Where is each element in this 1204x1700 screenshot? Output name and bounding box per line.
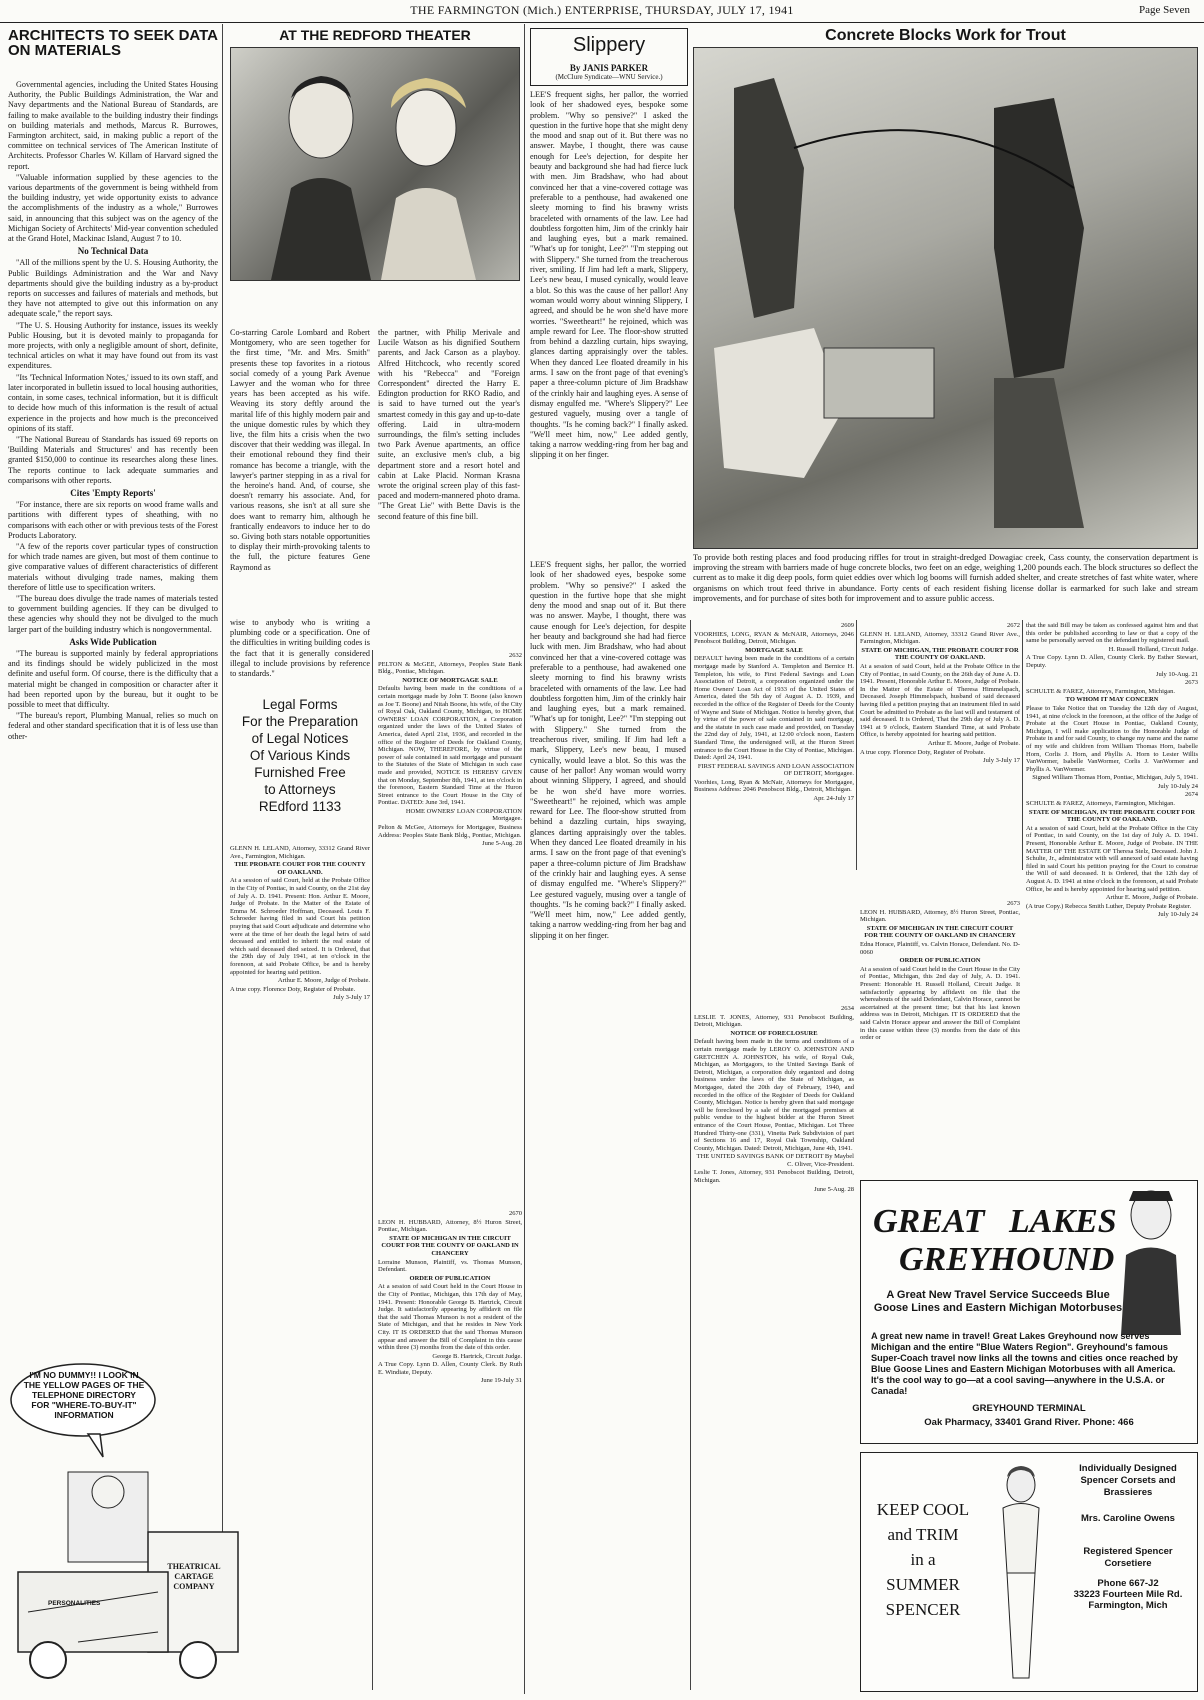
notice-body: Default having been made in the terms and conditions of a certain mortgage made by LEROY O. JOHNSTON AND GRETCHEN A. JOHNSTON, his wife, of Royal Oak, Michigan, as Mortgagors, to the United Savings Bank of Detroit, Michigan, a corporation duly organized and doing business under the laws of the State of Michigan, as Mortgagee, dated the 20th day of February, 1940, and recorded in the office of the Register of Deeds for Oakland County, Michigan. Notice is hereby given that said mortgage will be foreclosed by a sale of the mortgaged premises at public vendue to the highest bidder at the Huron Street entrance of the Court House, Pontiac, Michigan. Lot Three Hundred Thirty-one (331), Vinetta Park Subdivision of part of Sections 16 and 17, Royal Oak Township, Oakland County, Michigan. Dated: Detroit, Michigan, June 4th, 1941. xyxy=(694,1038,854,1152)
notice-court: STATE OF MICHIGAN IN THE CIRCUIT COURT FOR THE COUNTY OF OAKLAND IN CHANCERY xyxy=(381,1234,519,1257)
column-rule xyxy=(524,24,525,1694)
notice-date: July 10-Aug. 21 xyxy=(1155,670,1198,678)
architects-headline: ARCHITECTS TO SEEK DATA ON MATERIALS xyxy=(8,27,218,59)
notice-number: 2609 xyxy=(841,622,854,629)
notice-date: July 10-July 24 xyxy=(1157,911,1198,919)
masthead-title: THE FARMINGTON (Mich.) ENTERPRISE, THURSDAY, JULY 17, 1941 xyxy=(410,3,794,17)
paragraph: "The U. S. Housing Authority for instance, issues its weekly Public Housing, but it is devoted mainly to propaganda for more projects, with only a negligible amount of short, definite, technical articles on what it may have found out from its vast expenditures. xyxy=(8,320,218,371)
trout-caption: To provide both resting places and food producing riffles for trout in straight-dredged Dowagiac creek, Cass county, the conservation department is improving the stream with barriers made of huge concrete blocks, two feet on an edge, weighing 1,200 pounds each. The block structures so deflect the current as to make it dig deep pools, form quiet eddies over which log booms will furnish added shelter, and create stretches of fast white water, where organisms on which trout feed thrive in abundance. Forty cents of each resident fishing license dollar is earmarked for such lake and stream improvements, and for purchase of sites both for improvement and to assure public access. xyxy=(693,553,1198,603)
greyhound-title-lakes: LAKES xyxy=(1009,1203,1117,1240)
notice-copy: A true copy. Florence Doty, Register of Probate. xyxy=(860,748,986,756)
subhead: No Technical Data xyxy=(77,246,149,257)
slogan-line: and TRIM xyxy=(887,1525,959,1544)
page-number: Page Seven xyxy=(1138,4,1190,16)
greyhound-terminal: GREYHOUND TERMINAL xyxy=(972,1403,1086,1414)
notice-sign: FIRST FEDERAL SAVINGS AND LOAN ASSOCIATION OF DETROIT, Mortgagee. xyxy=(697,762,854,778)
woman-illustration xyxy=(981,1463,1061,1683)
subhead: Asks Wide Publication xyxy=(69,636,157,647)
greyhound-subhead: A Great New Travel Service Succeeds Blue Goose Lines and Eastern Michigan Motorbuses xyxy=(873,1289,1123,1314)
redford-col2: the partner, with Philip Merivale and Lucile Watson as his dignified Southern parents, and Jack Carson as a playboy. Alfred Hitchcock, who recently scored with his "Rebecca" and "Foreign Correspondent" directed the Harry E. Edington production for RKO Radio, and is said to have turned out the year's smartest comedy in this gay and up-to-date offering. Laid in ultra-modern surroundings, the film's setting includes two Park Avenue apartments, an office suite, an exclusive men's club, a big department store and a resort hotel and cabin at Lake Placid. Norman Krasna wrote the original screen play of this fast-paced and modern-mannered photo drama. "The Great Lie" with Bette Davis is the second feature of this fine bill. xyxy=(378,328,520,521)
greyhound-address: Oak Pharmacy, 33401 Grand River. Phone: 466 xyxy=(924,1417,1134,1428)
notice-sign: Arthur E. Moore, Judge of Probate. xyxy=(277,977,370,985)
slippery-story xyxy=(530,28,688,461)
notice-copy: (A true Copy.) Rebecca Smith Luther, Deputy Probate Register. xyxy=(1026,902,1192,910)
legal-notice-pelton-mortgage xyxy=(378,652,522,849)
notice-head: LESLIE T. JONES, Attorney, 931 Penobscot Building, Detroit, Michigan. xyxy=(694,1013,854,1029)
notice-copy: A True Copy. Lynn D. Allen, County Clerk. By Ruth E. Windiate, Deputy. xyxy=(378,1361,522,1376)
column-rule xyxy=(856,620,857,870)
column-rule xyxy=(690,620,691,870)
notice-body: At a session of said Court, held at the Probate Office in the City of Pontiac, in said County, on the 21st day of July A. D. 1941. Present: Hon. Arthur E. Moore, Judge of Probate. In the Matter of the Estate of Emma M. Schroeder Hoffman, Deceased. Louis F. Schroeder having filed in said Court his petition praying that said Court adjudicate and determine who were at the time of her death the legal heirs of said deceased and entitled to inherit the real estate of which said deceased died seized. It is Ordered, that the 29th day of July 1941, at ten o'clock in the forenoon, at said Probate Office, be and is hereby appointed for hearing said petition. xyxy=(230,877,370,976)
photo-figures xyxy=(231,48,519,280)
notice-sign: HOME OWNERS' LOAN CORPORATION Mortgagee. xyxy=(405,807,522,823)
notice-title: ORDER OF PUBLICATION xyxy=(899,957,981,965)
spencer-name: Mrs. Caroline Owens xyxy=(1081,1513,1175,1524)
paragraph: "The bureau's report, Plumbing Manual, relies so much on federal and other standard specification that it is of less use than other- xyxy=(8,711,218,741)
paragraph: "For instance, there are six reports on wood frame walls and partitions with different types of sheathing, with no comparisons with each other or with previous tests of the Forest Products Laboratory. xyxy=(8,500,218,540)
notice-title: ORDER OF PUBLICATION xyxy=(409,1274,491,1282)
notice-head: SCHULTE & FAREZ, Attorneys, Farmington, Michigan. xyxy=(1026,800,1175,808)
driver-illustration xyxy=(1111,1185,1191,1335)
spencer-phone: Phone 667-J2 xyxy=(1097,1578,1159,1589)
notice-date: July 10-July 24 xyxy=(1157,782,1198,790)
column-rule xyxy=(222,24,223,1564)
notice-date: Apr. 24-July 17 xyxy=(813,795,854,803)
film-still-photo xyxy=(230,47,520,281)
redford-col1: Co-starring Carole Lombard and Robert Montgomery, who are seen together for the first time, "Mr. and Mrs. Smith" presents these top favorites in a riotous social comedy of a young Park Avenue Lawyer and the woman who for three years has been accepted as his wife. Weaving its story deftly around the marital life of this highly modern pair and the unique domestic rules by which they live, the film hits a crisis when the two discover that their wedding was illegal. In their emotional rebound they find their romance has become a triangle, with the lawyer's partner stepping in as a rival for the heroine's hand. And, of course, she doesn't remarry his associate. And, for various reasons, she isn't at all sure she does want to remarry him, although he frantically endeavors to induce her to do so. Giving both stars notable opportunities to display their mirth-provoking talents to the full, the picture features Gene Raymond as xyxy=(230,328,370,572)
notice-title: NOTICE OF FORECLOSURE xyxy=(730,1029,818,1037)
cartoon-tag: PERSONALITIES xyxy=(48,1600,101,1607)
slogan-line: SUMMER xyxy=(886,1575,960,1594)
legal-forms-ad xyxy=(232,690,368,832)
notice-sign: THE UNITED SAVINGS BANK OF DETROIT By Maybel C. Oliver, Vice-President. xyxy=(696,1153,854,1168)
story-text-continued: LEE'S frequent sighs, her pallor, the worried look of her shadowed eyes, bespoke some problem. "Why so pensive?" I asked the question in the furtive hope that she might deny the mood and snap out of it. But there was no answer. Maybe, I thought, there was cause enough for Lee's dejection, for despite her beauty and background she had had fierce luck with men. Jim Bradshaw, who had about convinced her that a vine-covered cottage was preferable to a penthouse, had awakened one sleety morning to find his brawny wrists braceleted with ornaments of the law. Lee had doubtless forgotten him, Jim of the crinkly hair and laughing eyes, but a mark remained. "What's up for tonight, Lee?" "I'm stepping out with Slippery." She turned from the treacherous river, smiling. If Jim had left a mark, Slippery, Lee's new beau, I mused cynically, would leave a blot. So this was the cause of her pallor! Any woman would worry about winning Slippery, I agreed, and should be he won she'd have more worries. "Sweetheart!" he rejoined, which was ample reward for Lee. The floor-show strutted from behind a dazzling curtain, hips swaying, glances darting appraisingly over the tables. When they danced Lee floated dreamily in his arms. I saw on the front page of that evening's paper a three-column picture of Jim Bradshaw of the crinkly hair and laughing eyes. A sense of dismay engulfed me. "Where's Slippery?" Lee gestured vaguely, musing over a tangle of thoughts. "Is he coming back?" I finally asked. "We'll meet him, now," Lee added gently, taking a narrow wedding-ring from her bag and slipping it on her finger. xyxy=(530,560,686,940)
notice-date: July 3-July 17 xyxy=(983,757,1020,765)
spencer-city: Farmington, Mich xyxy=(1088,1600,1168,1611)
notice-head: LEON H. HUBBARD, Attorney, 8½ Huron Street, Pontiac, Michigan. xyxy=(378,1218,522,1234)
subhead: Cites 'Empty Reports' xyxy=(70,487,156,498)
notice-number: 2674 xyxy=(1185,791,1198,799)
notice-court: STATE OF MICHIGAN IN THE CIRCUIT COURT FOR THE COUNTY OF OAKLAND IN CHANCERY xyxy=(864,924,1016,940)
ad-line: For the Preparation xyxy=(241,714,359,729)
photo-figures xyxy=(694,48,1197,548)
notice-copy: A true copy. Florence Doty, Register of Probate. xyxy=(230,985,356,993)
slogan-line: in a xyxy=(910,1550,936,1569)
legal-notice-hubbard-munson xyxy=(378,1210,522,1386)
notice-body: Please to Take Notice that on Tuesday the 12th day of August, 1941, at nine o'clock in the forenoon, at the office of the Judge of Probate at the Court House in Pontiac, Oakland County, Michigan, I will make application to the Honorable Judge of Probate in and for said County, to change my name and the name of my wife and children from William Thomas Horn, Isabelle Horn, Corlis J. Horn, and Phyllis A. Horn to Lester Willis VanWormer, Isabelle VanWormer, Corlis J. VanWormer and Phyllis A. VanWormer. xyxy=(1026,704,1198,773)
notice-body: At a session of said Court held in the Court House in the City of Pontiac, Michigan, this 2nd day of July, A. D. 1941. Present: Honorable H. Russell Holland, Circuit Judge. It satisfactorily appearing by affidavit on file that the whereabouts of the said Defendant, Calvin Horace, cannot be ascertained at the present time; but that his last known address was in Detroit, Michigan. IT IS ORDERED that the said Calvin Horace appear and answer the Bill of Complaint in this cause within three (3) months from the date of this order or xyxy=(860,965,1020,1042)
spencer-street: 33223 Fourteen Mile Rd. xyxy=(1073,1589,1183,1600)
greyhound-title-great: GREAT xyxy=(873,1203,985,1240)
paragraph: "Its 'Technical Information Notes,' issued to its own staff, and later incorporated in bulletin issued to local housing authorities, contain, in some cases, technical information, but it is difficult to decide how much of this information is the result of actual experience in the projects and how much is the preconceived opinions of its staff. xyxy=(8,372,218,433)
notice-tail: that the said Bill may be taken as confessed against him and that this order be published according to law or that a copy of the same be personally served on the defendant by registered mail. xyxy=(1026,622,1198,645)
telephone-cartoon xyxy=(8,1362,244,1692)
paragraph: "All of the millions spent by the U. S. Housing Authority, the Public Buildings Administration and the War and Navy departments should give the building industry as a by-product reports on successes and failures of materials and methods, but they have not attempted to give out this information on any adequate scale," the report says. xyxy=(8,258,218,319)
notice-sign: Arthur E. Moore, Judge of Probate. xyxy=(1105,894,1198,902)
trout-article xyxy=(693,28,1198,604)
notice-head: LEON H. HUBBARD, Attorney, 8½ Huron Street, Pontiac, Michigan. xyxy=(860,908,1020,924)
notice-body: At a session of said Court held in the Court House in the City of Pontiac, Michigan, this 17th day of May, 1941. Present: Honorable George B. Hartrick, Circuit Judge. It satisfactorily appearing by affidavit on file that the said Thomas Munson is not a resident of the State of Michigan, and that he resides in New York City. IT IS ORDERED that the said Thomas Munson appear and answer the Bill of Complaint in this cause within three (3) months from the date of this order. xyxy=(378,1283,522,1352)
notice-court: STATE OF MICHIGAN, IN THE PROBATE COURT FOR THE COUNTY OF OAKLAND. xyxy=(1028,808,1196,824)
ad-line: of Legal Notices xyxy=(251,731,349,746)
story-header-box xyxy=(530,28,688,86)
notice-foot: Leslie T. Jones, Attorney, 931 Penobscot Building, Detroit, Michigan. xyxy=(694,1169,854,1185)
paragraph: "The bureau is supported mainly by federal appropriations and its findings should be widely publicized in the most definite and useful form. Of course, there is the difficulty that a material might be changed in composition or character after it had been reported upon by the bureau, but it ought to be possible to meet that difficulty. xyxy=(8,648,218,709)
paragraph: "Valuable information supplied by these agencies to the various departments of the government is being withheld from the building industry, yet wide opportunity exists to advance the accomplishments of the industry as a whole," Burrowes said, in announcing that this subject was on the agency of the Michigan Society of Architects' Mid-year convention scheduled at the Grand Hotel, Mackinac Island, August 7 to 10. xyxy=(8,172,218,244)
notice-head: PELTON & McGEE, Attorneys, Peoples State Bank Bldg., Pontiac, Michigan. xyxy=(378,660,522,676)
spencer-details xyxy=(1066,1463,1190,1611)
notice-copy: A True Copy. Lynn D. Allen, County Clerk. By Esther Stewart, Deputy. xyxy=(1026,654,1198,669)
notice-body: DEFAULT having been made in the conditions of a certain mortgage made by Stanford A. Templeton and Bernice H. Templeton, his wife, to First Federal Savings and Loan Association of Detroit, a corporation organized under the Home Owners' Loan Act of 1933 of the United States of America, dated the 5th day of August A. D. 1939, and recorded in the office of the Register of Deeds for the County of Wayne and State of Michigan. Notice is hereby given, that by virtue of the power of sale contained in said mortgage, and the statute in such case made and provided, on Tuesday the 22nd day of July, 1941, at 12:00 o'clock noon, Eastern Standard Time, the undersigned will, at the Huron Street entrance to the Court House in the City of Pontiac, Michigan. Dated: April 24, 1941. xyxy=(694,655,854,762)
ad-line: Furnished Free xyxy=(254,765,346,780)
notice-sign: George B. Hartrick, Circuit Judge. xyxy=(432,1352,522,1360)
notice-parties: Edna Horace, Plaintiff, vs. Calvin Horace, Defendant. No. D-0060 xyxy=(860,940,1020,956)
column-rule xyxy=(372,650,373,1690)
story-syndicate: (McClure Syndicate—WNU Service.) xyxy=(555,73,663,81)
notice-foot: Pelton & McGee, Attorneys for Mortgagee, Business Address: Peoples State Bank Bldg., Pontiac, Michigan. xyxy=(378,824,522,839)
column-rule xyxy=(1022,620,1023,870)
spencer-slogan xyxy=(869,1497,977,1622)
spencer-line: Individually Designed Spencer Corsets and Brassieres xyxy=(1079,1463,1177,1498)
notice-title: MORTGAGE SALE xyxy=(745,646,803,654)
redford-headline: AT THE REDFORD THEATER xyxy=(279,27,471,43)
paragraph: "The National Bureau of Standards has issued 69 reports on 'Building Materials and Structures' and has recently been granted $150,000 to continue its researches along these lines. The reports continue to lack adequate summaries and comparisons with other reports. xyxy=(8,434,218,485)
notice-head: GLENN H. LELAND, Attorney, 33312 Grand River Ave., Farmington, Michigan. xyxy=(860,630,1020,646)
story-text: LEE'S frequent sighs, her pallor, the worried look of her shadowed eyes, bespoke some problem. "Why so pensive?" I asked the question in the furtive hope that she might deny the mood and snap out of it. But there was no answer. Maybe, I thought, there was cause enough for Lee's dejection, for despite her beauty and background she had had fierce luck with men. Jim Bradshaw, who had about convinced her that a vine-covered cottage was preferable to a penthouse, had awakened one sleety morning to find his brawny wrists braceleted with ornaments of the law. Lee had doubtless forgotten him, Jim of the crinkly hair and laughing eyes, but a mark remained. "What's up for tonight, Lee?" "I'm stepping out with Slippery." She turned from the treacherous river, smiling. If Jim had left a mark, Slippery, Lee's new beau, I mused cynically, would leave a blot. So this was the cause of her pallor! Any woman would worry about winning Slippery, I agreed, and should be he won she'd have more worries. "Sweetheart!" he rejoined, which was ample reward for Lee. The floor-show strutted from behind a dazzling curtain, hips swaying, glances darting appraisingly over the tables. When they danced Lee floated dreamily in his arms. I saw on the front page of that evening's paper a three-column picture of Jim Bradshaw of the crinkly hair and laughing eyes. A sense of dismay engulfed me. "Where's Slippery?" Lee gestured vaguely, musing over a tangle of thoughts. "Is he coming back?" I finally asked. "We'll meet him, now," Lee added gently, taking a narrow wedding-ring from her bag and slipping it on her finger. xyxy=(530,90,688,460)
truck-sign: THEATRICAL CARTAGE COMPANY xyxy=(167,1562,221,1591)
legal-notice-hubbard-horace xyxy=(860,900,1020,1043)
spencer-title: Registered Spencer Corsetiere xyxy=(1083,1546,1173,1569)
redford-article xyxy=(230,27,520,572)
notice-head: VOORHIES, LONG, RYAN & McNAIR, Attorneys, 2046 Penobscot Building, Detroit, Michigan. xyxy=(694,630,854,646)
slogan-line: KEEP COOL xyxy=(876,1500,970,1519)
notice-date: June 19-July 31 xyxy=(480,1377,522,1385)
ad-line: to Attorneys xyxy=(264,782,336,797)
spencer-ad xyxy=(860,1452,1198,1692)
notice-body: At a session of said Court, held at the Probate Office in the City of Pontiac, in said County, on the 26th day of June A. D. 1941. Present, Honorable Arthur E. Moore, Judge of Probate. In the Matter of the Estate of Theresa Himmelspach, Deceased. Joseph Himmelspach, husband of said deceased having filed a petition praying that an instrument filed in said Court be admitted to Probate as the last will and testament of said deceased. It is Ordered, That the 29th day of July A. D. 1941 at 9 o'clock, Eastern Standard Time, at said Probate Office, is hereby appointed for hearing said petition. xyxy=(860,662,1020,739)
notice-foot: Voorhies, Long, Ryan & McNair, Attorneys for Mortgagee, Business Address: 2046 Penobscot Bldg., Detroit, Michigan. xyxy=(694,778,854,794)
notice-number: 2632 xyxy=(509,652,522,659)
paragraph: "The bureau does divulge the trade names of materials tested to government building agencies. If they can be divulged to these agencies why should they not be divulged to the much larger part of the building industry which is nongovernmental. xyxy=(8,593,218,634)
masthead xyxy=(0,0,1204,23)
paragraph: Governmental agencies, including the United States Housing Authority, the Public Buildings Administration, the War and Navy departments and the National Bureau of Standards, are failing to make available to the building industry their findings on building materials and methods, Marcus R. Burrowes, Farmington architect, said, in making public a report of the committee on technical services of The American Institute of Architects. Professor Charles W. Killam of Harvard signed the report. xyxy=(8,80,218,171)
notice-head: SCHULTE & FAREZ, Attorneys, Farmington, Michigan. xyxy=(1026,687,1175,695)
notice-sign: Signed William Thomas Horn, Pontiac, Michigan, July 5, 1941. xyxy=(1032,774,1198,782)
notice-head: GLENN H. LELAND, Attorney, 33312 Grand River Ave., Farmington, Michigan. xyxy=(230,845,370,860)
notice-date: June 5-Aug. 28 xyxy=(814,1185,854,1193)
notice-body: Defaults having been made in the conditions of a certain mortgage made by John T. Boone (also known as Joe T. Boone) and Nitah Boone, his wife, of the City of Royal Oak, Oakland County, Michigan, to HOME OWNERS' LOAN CORPORATION, a Corporation organized under the laws of the United States of America, dated April 21st, 1936, and recorded in the office of the Register of Deeds for Oakland County, Michigan. NOW, THEREFORE, by virtue of the power of sale contained in said mortgage and pursuant to the Statutes of the State of Michigan in such case made and provided, NOTICE IS HEREBY GIVEN that on Monday, September 8th, 1941, at ten o'clock in the forenoon, Eastern Standard Time at the Huron Street entrance to the Court House in the City of Pontiac. DATED: June 3rd, 1941. xyxy=(378,685,522,807)
notice-date: June 5-Aug. 28 xyxy=(482,840,522,848)
column-rule xyxy=(690,870,691,1690)
notice-number: 2673 xyxy=(1007,900,1020,907)
trout-headline: Concrete Blocks Work for Trout xyxy=(825,27,1066,44)
ad-line: Legal Forms xyxy=(262,697,338,712)
notice-date: July 3-July 17 xyxy=(333,994,370,1002)
greyhound-title-greyhound: GREYHOUND xyxy=(899,1241,1115,1278)
architects-article xyxy=(8,28,218,743)
ad-line: Of Various Kinds xyxy=(249,748,351,763)
architects-body xyxy=(8,80,218,742)
trout-photo xyxy=(693,47,1198,549)
notice-body: At a session of said Court, held at the Probate Office in the City of Pontiac, in said County, on the 1st day of July A. D. 1941. Present, Honorable Arthur E. Moore, Judge of Probate. IN THE MATTER OF THE ESTATE OF Theresa Stelz, Deceased. John J. Schulte, Jr., administrator with will annexed of said estate having filed in said Court his petition praying for the Court to construe the Will of said deceased. It is Ordered, that the 12th day of August A. D. 1941 at nine o'clock in the forenoon, at said Probate Office, be and is hereby appointed for hearing said petition. xyxy=(1026,824,1198,893)
greyhound-body: A great new name in travel! Great Lakes Greyhound now serves Michigan and the entire "Blue Waters Region". Greyhound's famous Super-Coach travel now links all the towns and cities once reached by Blue Goose Lines and Eastern Michigan Motorbuses with all America. It's the cool way to go—at a cool saving—anywhere in the U.S.A. or Canada! xyxy=(871,1331,1178,1396)
notice-number: 2634 xyxy=(841,1005,854,1012)
notice-sign: H. Russell Holland, Circuit Judge. xyxy=(1108,645,1198,653)
legal-notice-jones-foreclosure xyxy=(694,1005,854,1194)
story-byline: By JANIS PARKER xyxy=(569,63,649,73)
notice-court: STATE OF MICHIGAN, THE PROBATE COURT FOR THE COUNTY OF OAKLAND. xyxy=(861,646,1019,662)
slippery-story-continued xyxy=(530,560,686,1690)
legal-notice-voorhies-mortgage xyxy=(694,622,854,804)
legal-notice-leland-estate-hoffman xyxy=(230,845,370,1003)
ad-line: REdford 1133 xyxy=(258,799,342,814)
paragraph: "A few of the reports cover particular types of construction for which trade names are given, but most of them continue to give comparative values of different characteristics of different materials without divulging trade names, making them therefore of little use to specification writers. xyxy=(8,541,218,592)
notice-number: 2673 xyxy=(1185,679,1198,687)
notice-sign: Arthur E. Moore, Judge of Probate. xyxy=(927,739,1020,747)
slogan-line: SPENCER xyxy=(885,1600,961,1619)
notice-number: 2670 xyxy=(509,1210,522,1217)
notice-court: THE PROBATE COURT FOR THE COUNTY OF OAKLAND. xyxy=(234,861,366,876)
notice-number: 2672 xyxy=(1007,622,1020,629)
architects-continuation: wise to anybody who is writing a plumbing code or a specification. One of the difficulties in writing building codes is the fact that it is generally considered illegal to include provisions by reference to standards." xyxy=(230,618,370,679)
story-title: Slippery xyxy=(572,34,646,56)
notice-parties: Lorraine Munson, Plaintiff, vs. Thomas Munson, Defendant. xyxy=(378,1258,522,1274)
notice-title: NOTICE OF MORTGAGE SALE xyxy=(402,676,498,684)
legal-notice-leland-himmelspach xyxy=(860,622,1020,766)
notice-title: TO WHOM IT MAY CONCERN xyxy=(1065,696,1159,704)
legal-column-right xyxy=(1026,622,1198,920)
cartoon-speech-bubble: I'M NO DUMMY!! I LOOK IN THE YELLOW PAGES OF THE TELEPHONE DIRECTORY FOR "WHERE-TO-BUY-IT" INFORMATION xyxy=(23,1370,145,1420)
greyhound-ad xyxy=(860,1180,1198,1444)
